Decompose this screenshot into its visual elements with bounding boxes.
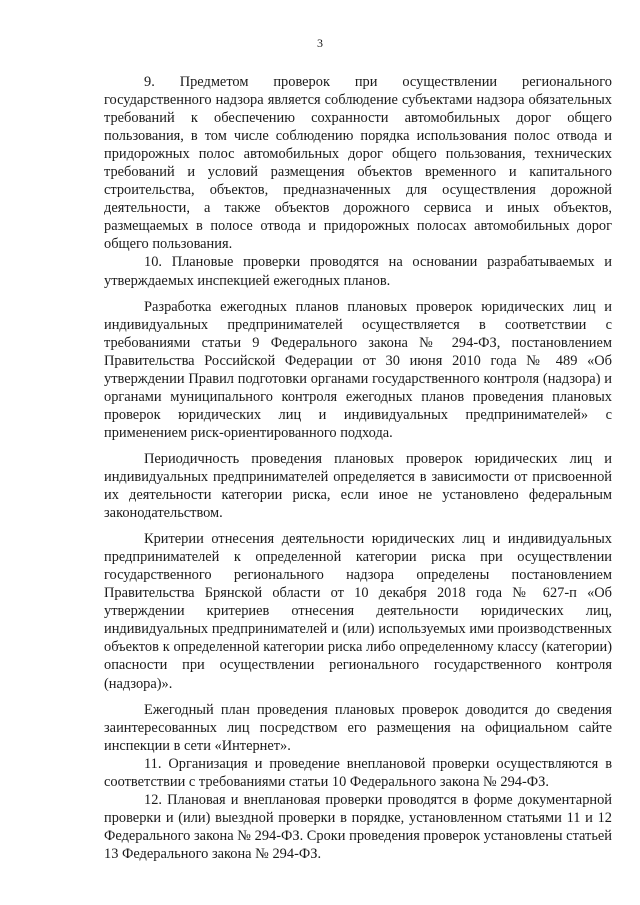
paragraph-11-unscheduled-inspections: 11. Организация и проведение внеплановой проверки осуществляются в соответствии с требованиями статьи 10 Федерального закона № 294-ФЗ. [104, 755, 612, 790]
paragraph-12-inspection-forms: 12. Плановая и внеплановая проверки проводятся в форме документарной проверки и (или) выездной проверки в порядке, установленном статьями 11 и 12 Федерального закона № 294-ФЗ. Сроки проведения проверок установлены статьей 13 Федерального закона № 294-ФЗ. [104, 791, 612, 862]
paragraph-9-subject-of-inspections: 9. Предметом проверок при осуществлении регионального государственного надзора является соблюдение субъектами надзора обязательных требований к обеспечению сохранности автомобильных дорог общего пользования, в том числе соблюдению порядка использования полос отвода и придорожных полос автомобильных дорог общего пользования, технических требований и условий размещения объектов временного и капитального строительства, объектов, предназначенных для осуществления дорожной деятельности, а также объектов дорожного сервиса и иных объектов, размещаемых в полосе отвода и придорожных полосах автомобильных дорог общего пользования. [104, 74, 612, 253]
paragraph-inspection-frequency: Периодичность проведения плановых проверок юридических лиц и индивидуальных предпринимателей определяется в зависимости от присвоенной их деятельности категории риска, если иное не установлено федеральным законодательством. [104, 450, 612, 522]
document-body [104, 73, 612, 863]
page-number: 3 [317, 36, 323, 50]
paragraph-risk-category-criteria: Критерии отнесения деятельности юридических лиц и индивидуальных предпринимателей к определенной категории риска при осуществлении государственного регионального надзора определены постановлением Правительства Брянской области от 10 декабря 2018 года № 627-п «Об утверждении критериев отнесения деятельности юридических лиц, индивидуальных предпринимателей и (или) используемых ими производственных объектов к определенной категории риска либо определенному классу (категории) опасности при осуществлении регионального государственного контроля (надзора)». [104, 531, 612, 692]
paragraph-10-scheduled-inspections: 10. Плановые проверки проводятся на основании разрабатываемых и утверждаемых инспекцией ежегодных планов. [104, 254, 612, 289]
paragraph-annual-plan-development: Разработка ежегодных планов плановых проверок юридических лиц и индивидуальных предпринимателей осуществляется в соответствии с требованиями статьи 9 Федерального закона № 294-ФЗ, постановлением Правительства Российской Федерации от 30 июня 2010 года № 489 «Об утверждении Правил подготовки органами государственного контроля (надзора) и органами муниципального контроля ежегодных планов проведения плановых проверок юридических лиц и индивидуальных предпринимателей» с применением риск-ориентированного подхода. [104, 298, 612, 441]
paragraph-annual-plan-publication: Ежегодный план проведения плановых проверок доводится до сведения заинтересованных лиц посредством его размещения на официальном сайте инспекции в сети «Интернет». [104, 701, 612, 754]
